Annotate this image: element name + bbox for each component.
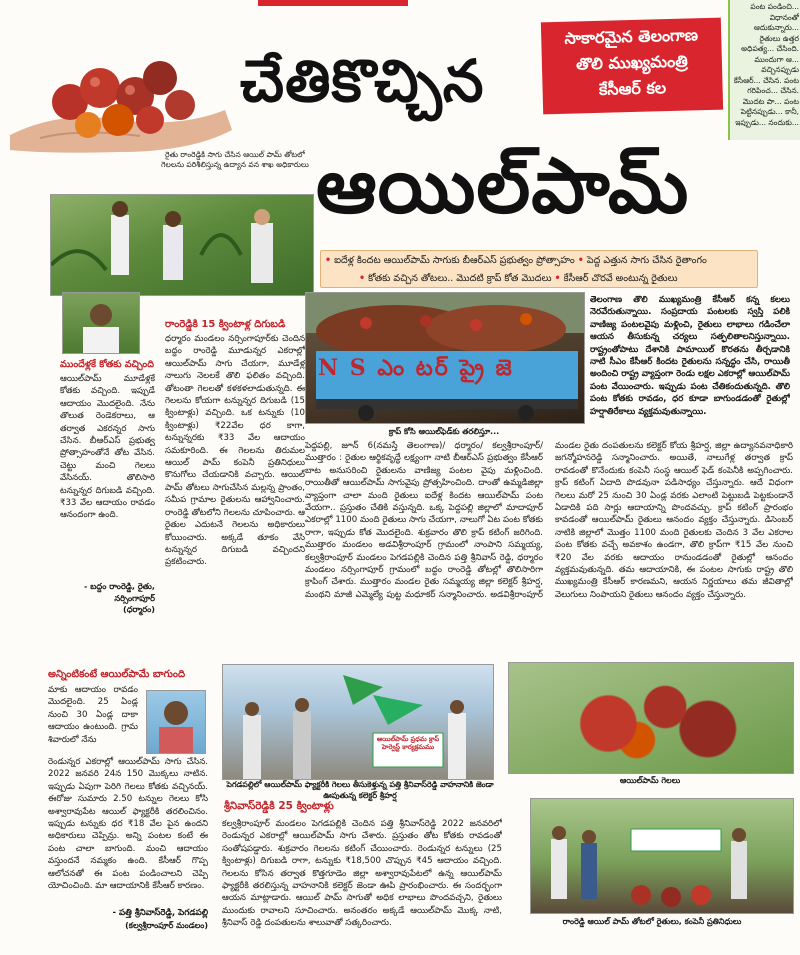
hero-fruit-image (0, 40, 240, 160)
truck-body-text: N S ఎం టర్ ప్రై జె (318, 355, 514, 381)
top-strip (258, 0, 408, 6)
truck-photo-caption: క్రాప్‌ కోసి ఆయిల్‌ఫెడ్‌కు తరలిస్తూ... (388, 427, 500, 436)
truck-loaded-photo (305, 292, 585, 424)
farmer-quote-place: (ధర్మారం) (122, 604, 155, 614)
highlights-bar: • ఐదేళ్ల కిందట ఆయిల్‌పామ్‌ సాగుకు బీఆర్‌ఎస్‌ ప్రభుత్వం ప్రోత్సాహం • పెద్ద ఎత్తున సాగు చేసిన రైతాంగం • కోతకు వచ్చిన తోటలు.. మొదటి క్రాప్‌ కోత మొదలు • కేసీఆర్‌ చొరవే అంటున్న రైతులు (320, 250, 758, 288)
highlight-2: పెద్ద ఎత్తున సాగు చేసిన రైతాంగం (586, 255, 707, 266)
corner-snippet-box (728, 0, 800, 140)
highlight-3: కోతకు వచ్చిన తోటలు.. మొదటి క్రాప్‌ కోత మొదలు (368, 273, 552, 284)
red-box-line1: సాకారమైన తెలంగాణ (564, 25, 699, 48)
oilpalm-bunch-caption: ఆయిల్‌పామ్‌ గెలలు (619, 776, 681, 785)
corner-snippet-text: పంట పండించి... విధానంతో ఆదుకున్నారు... రైతులు ఉత్తర అధిపత్య... చేసింది. ముందుగా ఆ... వచ్చినప్పుడు కేసీఆర్‌... చేసిన. పంట గరిపించ... చేసిన. మొదట పా... పంట పెట్టినప్పుడు... కానీ, ఇప్పుడు... నందుకు... (733, 2, 799, 127)
flag-photo-banner-text: ఆయిల్‌పామ్‌ ప్రధమ క్రాప్‌ హెర్వెస్ట్‌ కార్యక్రమము (376, 735, 440, 751)
farmer-quote-column (60, 358, 155, 616)
plantation-officials-photo (50, 194, 314, 296)
collector-flag-off-photo (222, 664, 494, 780)
hand-with-fruit-illustration (0, 40, 240, 160)
red-box-line2: తొలి ముఖ్యమంత్రి (575, 51, 688, 74)
farmers-group-photo (530, 798, 794, 914)
intro-paragraph: తెలంగాణ తొలి ముఖ్యమంత్రి కేసీఆర్‌ కన్న కలలు నెరవేరుతున్నాయి. సంప్రదాయ పంటలకు స్వస్తి పలికి వాణిజ్య పంటలవైపు మళ్లించి, రైతులు లాభాలు గడించేలా ఆయన తీసుకున్న చర్యలు సత్ఫలితాలనిస్తున్నాయి. రాష్ట్రంతోపాటు దేశానికి పామాయిల్‌ కొరతను తీర్చడానికి నాటి సీఎం కేసీఆర్‌ కిందట రైతులను సన్నద్ధం చేసి, రాయితీ అందించి రాష్ట్ర వ్యాప్తంగా రెండు లక్షల ఎకరాల్లో ఆయిల్‌పామ్‌ పంట వేయించారు. ఇప్పుడు పంట చేతికందుతున్నది. తొలి పంట కోతకు రావడం, ధర కూడా బాగుండడంతో రైతుల్లో హర్షాతిరేకాలు వ్యక్తమవుతున్నాయి. (590, 295, 790, 417)
srinivas-quote-byline: - పత్తి శ్రీనివాస్‌రెడ్డి, పెగడపల్లి (112, 908, 208, 918)
headline-line2: ఆయిల్‌పామ్‌ (316, 141, 690, 230)
farmer-portrait-ramreddy (62, 292, 140, 354)
ramreddy-story-title: రాంరెడ్డికి 15 క్వింటాళ్ల దిగుబడి (165, 319, 286, 330)
srinivas-story-title: శ్రీనివాస్‌రెడ్డికి 25 క్వింటాళ్లు (224, 800, 334, 812)
highlight-4: కేసీఆర్‌ చొరవే అంటున్న రైతులు (563, 273, 678, 284)
oilpalm-bunch-photo (508, 662, 794, 774)
farmers-group-caption: రాంరెడ్డి ఆయిల్‌ పామ్‌ తోటలో రైతులు, కంపెనీ ప్రతినిధులు (562, 917, 742, 926)
headline-line1: చేతికొచ్చిన (240, 47, 485, 115)
ramreddy-story-body: ధర్మారం మండలం నర్సింగాపూర్‌కు చెందిన బద్దం రాంరెడ్డి మూడున్నర ఎకరాల్లో ఆయిల్‌పామ్‌ సాగు చేయగా, మూడేళ్ల నాలుగు నెలలకే తొలి ఫలితం వచ్చింది. తోటంతా గెలలతో కళకళలాడుతున్నది. ఈ గెలలను కోయగా టన్నున్నర దిగుబడి (15 క్వింటాళ్లు) వచ్చింది. ఒక టన్నుకు (10 క్వింటాళ్లు) ₹22వేల ధర కాగా, టన్నున్నరకు ₹33 వేల ఆదాయం సమకూరింది. ఈ గెలలను తిరుమల ఆయిల్‌ పామ్‌ కంపెనీ ప్రతినిధులు కొనుగోలు చేయడానికి వచ్చారు. ఆయిల్‌ పామ్‌ తోటలు సాగుచేసిన మల్లన్న ప్రాంతం, సమీప గ్రామాల రైతులను ఆహ్వానించారు. రాంరెడ్డి తోటలోని గెలలను చూపించారు. ఆ రైతుల ఎదుటనే గెలలను అధికారులు కోయించారు. అక్కడే తూకం వేసి టన్నున్నర దిగుబడి వచ్చిందని ప్రకటించారు. (165, 334, 305, 568)
highlight-1: ఐదేళ్ల కిందట ఆయిల్‌పామ్‌ సాగుకు బీఆర్‌ఎస్‌ ప్రభుత్వం ప్రోత్సాహం (334, 255, 575, 266)
srinivas-story-body: కల్వశ్రీరాంపూర్‌ మండలం పెగడపల్లికి చెందిన పత్తి శ్రీనివాస్‌రెడ్డి 2022 జనవరిలో రెండున్నర ఎకరాల్లో ఆయిల్‌పామ్‌ సాగు చేశారు. ప్రస్తుతం తోట కోతకు రావడంతో సంతోషపడ్డారు. శుక్రవారం గెలలను కటింగ్‌ చేయించారు. రెండున్నర టన్నులు (25 క్వింటాళ్లు) దిగుబడి రాగా, టన్నుకు ₹18,500 చొప్పున ₹45 ఆదాయం వచ్చింది. గెలలను కోసిన తర్వాత కొత్తగూడెం జిల్లా అశ్వారావుపేటలో ఉన్న ఆయిల్‌పామ్‌ ఫ్యాక్టరీకి తరలిస్తున్న వాహనానికి కలెక్టర్‌ జెండా ఊపి ప్రారంభించారు. ఈ సందర్భంగా ఆయన మాట్లాడారు. ఆయిల్‌ పామ్‌ సాగుతో అధిక లాభాలు పొందవచ్చని, రైతులు ముందుకు రావాలని సూచించారు. అనంతరం అక్కడే ఆయిల్‌పామ్‌ మొక్క నాటి, శ్రీనివాస్‌ రెడ్డి దంపతులను శాలువాతో సత్కరించారు. (222, 819, 502, 929)
red-box-line3: కేసీఆర్‌ కల (598, 78, 667, 99)
farmer-quote-byline: - బద్దం రాంరెడ్డి, రైతు, నర్సింగాపూర్‌ (84, 581, 155, 603)
farmer-quote-body: ఆయిల్‌పామ్‌ మూడేళ్లకే కోతకు వచ్చింది. ఇప్పుడే ఆదాయం మొదలైంది. నేను తొలుత రెండెకరాలు, ఆ తర్వాత ఎకరన్నర సాగు చేసిన. బీఆర్‌ఎస్‌ ప్రభుత్వ ప్రోత్సాహంతోనే తోట వేసిన. చెట్టు మంచి గెలలు వేసినయ్‌. తొలిసారి టన్నున్నర దిగుబడి వచ్చింది. ₹33 వేల ఆదాయం రావడం ఆనందంగా ఉంది. (60, 374, 155, 521)
main-story-body: పెద్దపల్లి, జూన్‌ 6(నమస్తే తెలంగాణ)/ ధర్మారం/ కల్వశ్రీరాంపూర్‌/ ముత్తారం : రైతుల ఆర్థికవృద్ధే లక్ష్యంగా నాటి బీఆర్‌ఎస్‌ ప్రభుత్వం కేసీఆర్‌ బాట అనుసరించి రైతులను వాణిజ్య పంటల వైపు మళ్లించింది. రాయితీతో ఆయిల్‌పామ్‌ సాగువైపు ప్రోత్సహించింది. దాంతో ఉమ్మడిజిల్లా వ్యాప్తంగా చాలా మంది రైతులు ఐదేళ్ల కిందట ఆయిల్‌పామ్‌ పంట వేయగా.. ప్రస్తుతం చేతికి వస్తున్నది. ఒక్క పెద్దపల్లి జిల్లాలో మాదాపూర్‌ ఎకరాల్లో 1100 మంది రైతులు సాగు చేయగా, నాలుగో ఏట పంట కోతకు రాగా, ఇప్పుడు కోత మొదలైంది. శుక్రవారం తొలి క్రాప్‌ కటింగ్‌ జరిగింది. ముత్తారం మండలం అడవిశ్రీరాంపూర్‌ గ్రామంలో నాంపాని సమ్మయ్య, కల్వశ్రీరాంపూర్‌ మండలం పెగడపల్లికి చెందిన పత్తి శ్రీనివాస్‌ రెడ్డి, ధర్మారం మండలం నర్సింగాపూర్‌ గ్రామంలో బద్దం రాంరెడ్డి తోటల్లో తొలిసారిగా క్రాపింగ్‌ చేశారు. ముత్తారం మండల రైతు సమ్మయ్య జిల్లా కలెక్టర్‌ శ్రీహర్ష, మంథని మాజీ ఎమ్మెల్యే పుట్ట మధూకర్‌ సన్మానించారు. అడవిశ్రీరాంపూర్‌ మండల రైతు దంపతులను కలెక్టర్‌ కోయ శ్రీహర్ష, జిల్లా ఉద్యానవనాధికారి జగన్మోహనరెడ్డి సన్మానించారు. అయితే, నాలుగేళ్ల తర్వాత క్రాప్‌ రావడంతో కొనేందుకు కంపెనీ సంస్థ ఆయిల్‌ ఫెడ్‌ కంపెనీకి అప్పగించారు. క్రాప్‌ కటింగ్‌ ఏదాది పొడవునా పడిసాధ్యం చేస్తున్నారు. ఆదే విధంగా గెలలు మరో 25 నుంచి 30 ఏండ్ల వరకు ఎలాంటి పెట్టుబడి పెట్టకుండానే ఏడాదికి పది సార్లు ఆదాయాన్ని పొందవచ్చు. క్రాప్‌ కటింగ్‌ ప్రారంభం కావడంతో ఆయిల్‌పామ్‌ రైతులు ఆనందం వ్యక్తం చేస్తున్నారు. డిసెంబర్‌ నాటికి జిల్లాలో మొత్తం 1100 మంది రైతులకు చెందిన 3 వేల ఎకరాల పంట కోతకు వచ్చే అవకాశం ఉండగా, తొలి క్రాప్‌గా ₹15 వేల నుంచి ₹20 వేల వరకు ఆదాయం రానుండడంతో రైతుల్లో ఆనందం వ్యక్తమవుతున్నది. తమ ఆదాయానికి, ఈ పంటల సాగుకు రాష్ట్ర తొలి ముఖ్యమంత్రి కేసీఆర్‌ కారణమని, ఆయన నిర్ణయాలు తమ జీవితాల్లో వెలుగులు నింపాయని రైతులు ఆనందం వ్యక్తం చేస్తున్నారు. (305, 441, 793, 600)
srinivas-quote-place: (కల్వశ్రీరాంపూర్‌ మండలం) (125, 921, 208, 930)
srinivas-quote-title: అన్నింటికంటే ఆయిల్‌పామే బాగుంది (48, 669, 186, 680)
srinivas-portrait-photo (146, 690, 206, 754)
highlight-red-box (541, 18, 723, 115)
collector-flag-photo-caption: పెగడపల్లిలో ఆయిల్‌పామ్‌ ఫ్యాక్టరీకి గెలలు తీసుకెళ్తున్న పత్తి శ్రీనివాస్‌రెడ్డి వాహనానికి జెండా ఊపుతున్న కలెక్టర్‌ శ్రీహర్ష (226, 780, 494, 800)
srinivas-quote-body-top: మాకు ఆదాయం రావడం మొదలైంది. 25 ఏండ్ల నుంచి 30 ఏండ్ల దాకా ఆదాయం ఉంటుంది. గ్రామ శివారులో నేను (48, 685, 138, 745)
top-photo-caption: రైతు రాంరెడ్డికి సాగు చేసిన ఆయిల్‌ పామ్‌ తోటలో గెలలను పరిశీలిస్తున్న ఉద్యాన వన శాఖ అధికారులు (161, 150, 309, 169)
farmer-quote-title: ముందేళ్లకే కోతకు వచ్చింది (60, 359, 154, 370)
srinivas-quote-body: రెండున్నర ఎకరాల్లో ఆయిల్‌పామ్‌ సాగు చేసిన. 2022 జనవరి 24న 150 మొక్కలు నాటిన. ఇప్పుడు ఏపుగా పెరిగి గెలలు కోతకు వచ్చినయ్‌. ఈరోజు సుమారు 2.50 టన్నుల గెలలు కోసి అశ్వారావుపేట ఆయిల్‌ ఫ్యాక్టరీకి తరలించినం. ఇప్పుడు టన్నుకు ధర ₹18 వేల పైన ఉందని అధికారులు చెప్పిన్రు. అన్ని పంటల కంటే ఈ పంట చాలా బాగుంది. మంచి ఆదాయం వస్తుందనే నమ్మకం ఉంది. కేసీఆర్‌ గొప్ప ఆలోచనతో ఈ పంట పండించాలని చెప్పి యోచించింది. మా ఆదాయానికి కేసీఆర్‌ కారణం. (48, 757, 208, 892)
ramreddy-story-column (165, 318, 305, 633)
